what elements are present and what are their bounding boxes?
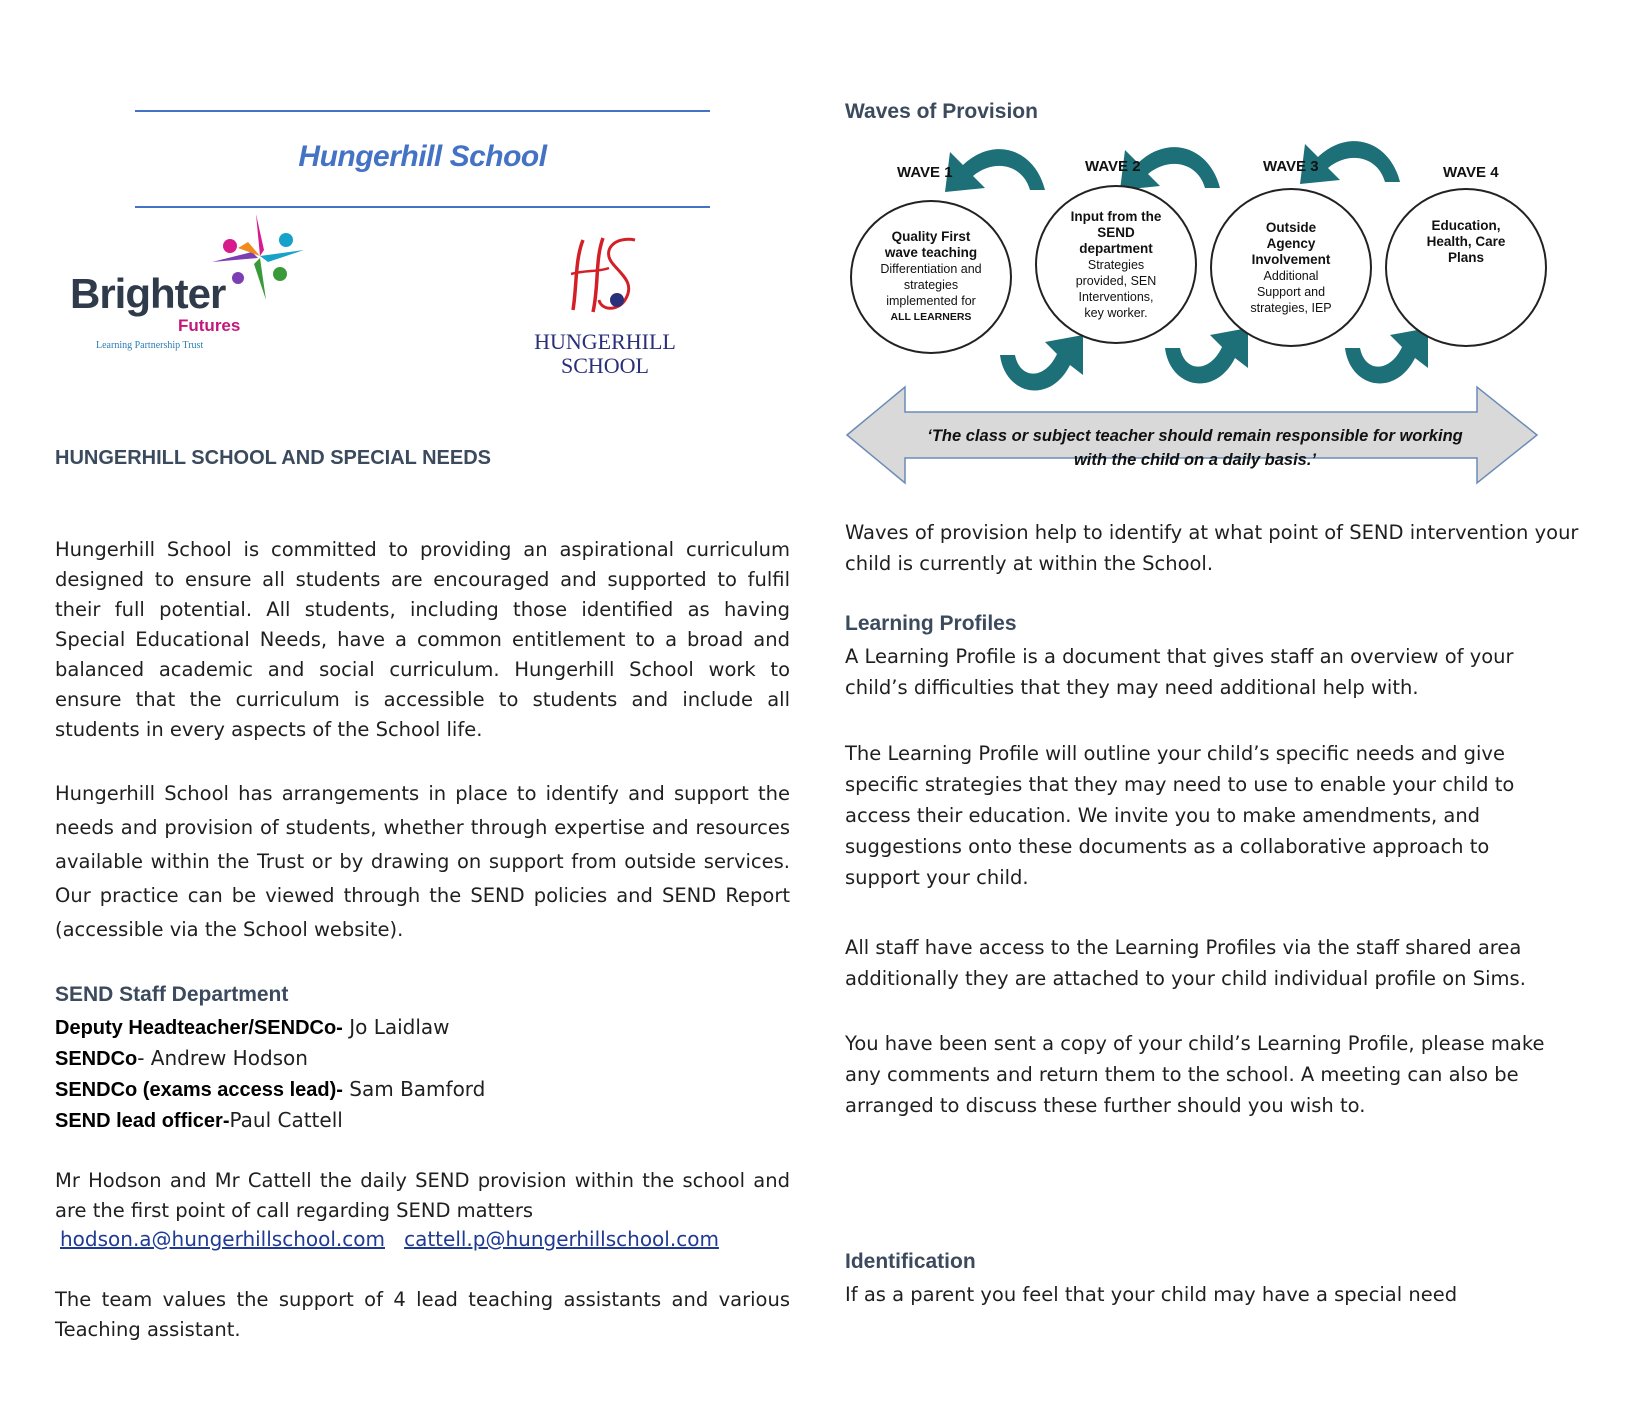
- waves-diagram: [845, 130, 1555, 510]
- brighter-futures-trust: Learning Partnership Trust: [96, 340, 204, 351]
- lp-paragraph-3: All staff have access to the Learning Profiles via the staff shared area additionally they are attached to your child individual profile on Sims.: [845, 936, 1526, 990]
- wave-4-label: WAVE 4: [1443, 164, 1499, 181]
- brighter-futures-word: Brighter: [70, 270, 226, 317]
- staff-row: SENDCo (exams access lead)- Sam Bamford: [55, 1077, 486, 1101]
- hungerhill-logo-line1: HUNGERHILL: [534, 329, 676, 354]
- wave-4-circle: [1385, 188, 1547, 347]
- bottom-arrow-3-icon: [1345, 328, 1428, 383]
- staff-list: [55, 1012, 790, 1136]
- contact-paragraph: Mr Hodson and Mr Cattell the daily SEND provision within the school and are the first point of call regarding SEND matters: [55, 1169, 790, 1222]
- lp-paragraph-2: The Learning Profile will outline your child’s specific needs and give specific strategies that they may need to use to enable your child to access their education. We invite you to make amendments, and suggestions onto these documents as a collaborative approach to support your child.: [845, 742, 1515, 889]
- hungerhill-logo-line2: SCHOOL: [560, 353, 649, 378]
- bottom-arrow-2-icon: [1165, 328, 1248, 383]
- lp-paragraph-1: A Learning Profile is a document that gives staff an overview of your child’s difficulties that they may need additional help with.: [845, 645, 1514, 699]
- wave-1-emphasis: ALL LEARNERS: [890, 311, 972, 323]
- lp-paragraph-4: You have been sent a copy of your child’s Learning Profile, please make any comments and return them to the school. A meeting can also be arranged to discuss these further should you wish to.: [845, 1032, 1545, 1117]
- arrangements-paragraph: Hungerhill School has arrangements in place to identify and support the needs and provision of students, whether through expertise and resources available within the Trust or by drawing on support from outside services. Our practice can be viewed through the SEND policies and SEND Report (accessible via the School website).: [55, 782, 790, 941]
- wave-1-label: WAVE 1: [897, 164, 953, 181]
- quote-line-2: with the child on a daily basis.’: [1073, 451, 1317, 469]
- brighter-futures-sub: Futures: [178, 316, 241, 335]
- staff-row: Deputy Headteacher/SENDCo- Jo Laidlaw: [55, 1015, 450, 1039]
- wave-3-text: Additional Support and strategies, IEP: [1250, 268, 1332, 315]
- staff-row: SEND lead officer-Paul Cattell: [55, 1108, 343, 1132]
- wave-4-title: Education, Health, Care Plans: [1426, 218, 1506, 265]
- brighter-futures-logo: [68, 212, 308, 362]
- wave-2-circle: [1035, 185, 1197, 344]
- email-link-cattell[interactable]: cattell.p@hungerhillschool.com: [404, 1227, 719, 1251]
- hs-monogram-icon: [565, 230, 645, 320]
- wave-1-circle: [850, 200, 1012, 354]
- wave-2-text: Strategies provided, SEN Interventions, key worker.: [1075, 257, 1157, 320]
- top-arrow-1-icon: [945, 149, 1045, 192]
- staff-heading: SEND Staff Department: [55, 983, 289, 1006]
- waves-heading: Waves of Provision: [845, 100, 1038, 123]
- identification-heading: Identification: [845, 1250, 976, 1273]
- identification-paragraph: If as a parent you feel that your child may have a special need: [845, 1283, 1458, 1306]
- hungerhill-logo: [530, 230, 680, 380]
- wave-2-label: WAVE 2: [1085, 158, 1141, 175]
- wave-3-circle: [1210, 188, 1372, 347]
- email-link-hodson[interactable]: hodson.a@hungerhillschool.com: [60, 1227, 385, 1251]
- wave-3-title: Outside Agency Involvement: [1251, 219, 1331, 267]
- title-rule-top: [135, 110, 710, 112]
- team-paragraph: The team values the support of 4 lead teaching assistants and various Teaching assistant.: [55, 1288, 790, 1341]
- title-rule-bottom: [135, 206, 710, 208]
- wave-3-label: WAVE 3: [1263, 158, 1319, 175]
- intro-paragraph: Hungerhill School is committed to providing an aspirational curriculum designed to ensure all students are encouraged and supported to fulfil their full potential. All students, including those identified as having Special Educational Needs, have a common entitlement to a broad and balanced academic and social curriculum. Hungerhill School work to ensure that the curriculum is accessible to students and include all students in every aspects of the School life.: [55, 538, 790, 741]
- bottom-arrow-1-icon: [1000, 335, 1083, 390]
- staff-row: SENDCo- Andrew Hodson: [55, 1046, 308, 1070]
- learning-profiles-heading: Learning Profiles: [845, 612, 1017, 635]
- wave-1-title: Quality First wave teaching: [884, 229, 978, 260]
- email-links: [60, 1224, 719, 1254]
- wave-2-title: Input from the SEND department: [1070, 208, 1162, 256]
- wave-1-text: Differentiation and strategies implemented for: [880, 262, 982, 308]
- quote-line-1: ‘The class or subject teacher should remain responsible for working: [927, 427, 1463, 445]
- waves-paragraph: Waves of provision help to identify at what point of SEND intervention your child is currently at within the School.: [845, 521, 1579, 575]
- special-needs-heading: HUNGERHILL SCHOOL AND SPECIAL NEEDS: [55, 447, 491, 469]
- document-title: Hungerhill School: [298, 140, 547, 173]
